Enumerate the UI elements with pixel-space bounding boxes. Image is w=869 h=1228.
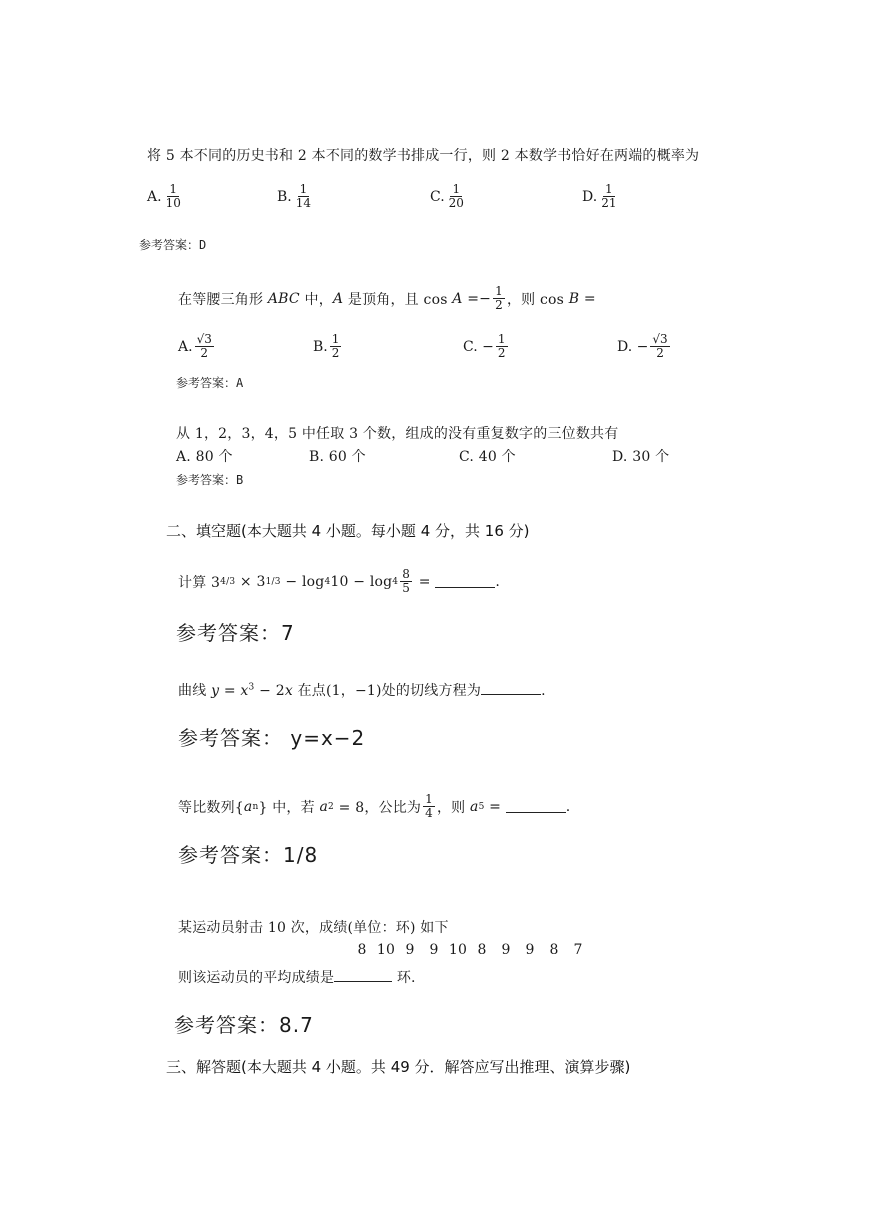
q3-stem: 从 1，2，3，4，5 中任取 3 个数，组成的没有重复数字的三位数共有 xyxy=(176,426,619,442)
f3-stem: 等比数列{ a n } 中，若 a 2 = 8，公比为 $\frac{1}{4}$ ，则 a 5 = . xyxy=(178,792,571,820)
score-value: 9 xyxy=(405,942,415,958)
score-value: 10 xyxy=(448,942,468,958)
score-value: 8 xyxy=(477,942,487,958)
q2-option-b: B. $\frac{1}{2}$ xyxy=(313,332,340,360)
f4-stem-line3: 则该运动员的平均成绩是 环. xyxy=(178,970,416,986)
q1-option-c: C. $\frac{1}{20}$ xyxy=(430,182,464,210)
score-value: 9 xyxy=(525,942,535,958)
q3-option-d: D. 30 个 xyxy=(612,449,670,465)
q3-answer: 参考答案：B xyxy=(176,473,244,487)
f4-blank xyxy=(334,969,392,982)
score-value: 10 xyxy=(376,942,396,958)
f2-stem: 曲线 $y = x^3 - 2x$ 在点(1，−1)处的切线方程为 . xyxy=(178,682,546,699)
q3-option-c: C. 40 个 xyxy=(459,449,516,465)
q2-stem: 在等腰三角形 ABC 中， A 是顶角，且 cos A =− $\frac{1}{2}$ ，则 cos B = xyxy=(178,284,596,312)
section-3-heading: 三、解答题(本大题共 4 小题。共 49 分．解答应写出推理、演算步骤) xyxy=(166,1058,631,1076)
score-value: 9 xyxy=(501,942,511,958)
f1-stem: 计算 3 4/3 × 3 1/3 − log 4 10 − log 4 $\frac{8}{5}$ = . xyxy=(178,567,500,595)
f1-blank xyxy=(435,575,495,588)
section-2-heading: 二、填空题(本大题共 4 小题。每小题 4 分，共 16 分) xyxy=(166,522,530,540)
q3-option-a: A. 80 个 xyxy=(176,449,233,465)
q2-option-a: A. $\frac{√3}{2}$ xyxy=(178,332,212,360)
q2-answer: 参考答案：A xyxy=(176,376,244,390)
q1-option-d: D. $\frac{1}{21}$ xyxy=(582,182,617,210)
f4-stem-line1: 某运动员射击 10 次，成绩(单位：环) 如下 xyxy=(178,920,449,936)
f1-answer: 参考答案：7 xyxy=(176,621,295,645)
f4-scores xyxy=(350,942,590,958)
q1-option-b: B. $\frac{1}{14}$ xyxy=(277,182,312,210)
q1-option-a: A. $\frac{1}{10}$ xyxy=(147,182,181,210)
score-value: 8 xyxy=(549,942,559,958)
q2-option-c: C. − $\frac{1}{2}$ xyxy=(463,332,506,360)
score-value: 7 xyxy=(573,942,583,958)
f4-answer: 参考答案：8.7 xyxy=(174,1013,314,1037)
f2-blank xyxy=(481,682,541,695)
score-value: 9 xyxy=(429,942,439,958)
f2-answer: 参考答案： y=x−2 xyxy=(178,726,366,750)
q3-option-b: B. 60 个 xyxy=(309,449,366,465)
q1-stem: 将 5 本不同的历史书和 2 本不同的数学书排成一行，则 2 本数学书恰好在两端的概率为 xyxy=(147,148,700,164)
f3-answer: 参考答案：1/8 xyxy=(178,843,319,867)
q1-answer: 参考答案：D xyxy=(139,238,207,252)
q2-option-d: D. − $\frac{√3}{2}$ xyxy=(617,332,668,360)
score-value: 8 xyxy=(357,942,367,958)
f3-blank xyxy=(506,800,566,813)
